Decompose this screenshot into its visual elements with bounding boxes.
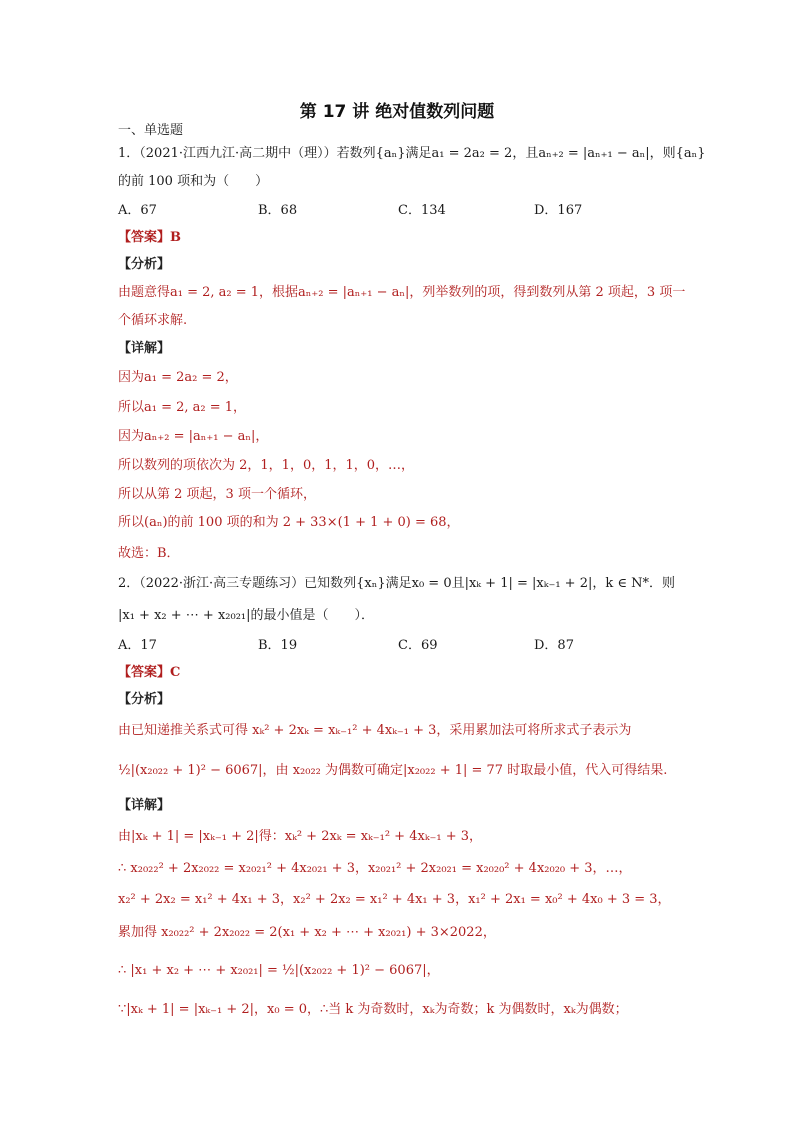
q2-detail-line-2: ∴ x₂₀₂₂² + 2x₂₀₂₂ = x₂₀₂₁² + 4x₂₀₂₁ + 3，x₂₀₂₁² + 2x₂₀₂₁ = x₂₀₂₀² + 4x₂₀₂₀ + 3，…，	[118, 861, 632, 876]
q1-analysis-tag: 【分析】	[118, 257, 171, 272]
q1-option-b: B．68	[258, 203, 298, 218]
q1-option-a: A．67	[118, 203, 157, 218]
section-heading: 一、单选题	[118, 123, 184, 138]
q2-stem-line-1: 2．（2022·浙江·高三专题练习）已知数列{xₙ}满足x₀ = 0且|xₖ + 1| = |xₖ₋₁ + 2|，k ∈ N*．则	[118, 576, 675, 591]
q1-detail-line-3: 因为aₙ₊₂ = |aₙ₊₁ − aₙ|，	[118, 429, 269, 444]
q1-analysis-line-2: 个循环求解.	[118, 313, 188, 328]
q2-detail-line-1: 由|xₖ + 1| = |xₖ₋₁ + 2|得：xₖ² + 2xₖ = xₖ₋₁² + 4xₖ₋₁ + 3，	[118, 829, 483, 844]
q1-detail-line-7: 故选：B．	[118, 546, 180, 561]
q1-stem-line-1: 1．（2021·江西九江·高二期中（理））若数列{aₙ}满足a₁ = 2a₂ = 2，且aₙ₊₂ = |aₙ₊₁ − aₙ|，则{aₙ}	[118, 146, 706, 161]
q1-analysis-line-1: 由题意得a₁ = 2, a₂ = 1，根据aₙ₊₂ = |aₙ₊₁ − aₙ|，列举数列的项，得到数列从第 2 项起，3 项一	[118, 285, 686, 300]
q2-detail-line-6: ∵|xₖ + 1| = |xₖ₋₁ + 2|，x₀ = 0，∴当 k 为奇数时，xₖ为奇数；k 为偶数时，xₖ为偶数；	[118, 1002, 628, 1017]
q2-option-b: B．19	[258, 638, 298, 653]
q1-option-c: C．134	[398, 203, 446, 218]
q1-detail-line-6: 所以(aₙ)的前 100 项的和为 2 + 33×(1 + 1 + 0) = 68，	[118, 515, 460, 530]
q1-detail-line-4: 所以数列的项依次为 2，1，1，0，1，1，0，…，	[118, 458, 415, 473]
q1-detail-line-2: 所以a₁ = 2, a₂ = 1，	[118, 400, 247, 415]
q2-detail-tag: 【详解】	[118, 798, 171, 813]
q2-answer: 【答案】C	[118, 665, 181, 680]
q2-analysis-line-2: ½|(x₂₀₂₂ + 1)² − 6067|，由 x₂₀₂₂ 为偶数可确定|x₂₀₂₂ + 1| = 77 时取最小值，代入可得结果.	[118, 763, 668, 778]
q1-option-d: D．167	[534, 203, 583, 218]
q2-option-d: D．87	[534, 638, 574, 653]
q2-analysis-tag: 【分析】	[118, 692, 171, 707]
q2-detail-line-3: x₂² + 2x₂ = x₁² + 4x₁ + 3，x₂² + 2x₂ = x₁² + 4x₁ + 3，x₁² + 2x₁ = x₀² + 4x₀ + 3 = 3，	[118, 892, 671, 907]
q2-detail-line-5: ∴ |x₁ + x₂ + ⋯ + x₂₀₂₁| = ½|(x₂₀₂₂ + 1)² − 6067|，	[118, 963, 440, 978]
q1-stem-line-2: 的前 100 项和为（ ）	[118, 174, 269, 189]
page-title: 第 17 讲 绝对值数列问题	[299, 102, 495, 122]
q1-detail-line-1: 因为a₁ = 2a₂ = 2，	[118, 370, 238, 385]
q1-answer: 【答案】B	[118, 230, 181, 245]
q2-stem-line-2: |x₁ + x₂ + ⋯ + x₂₀₂₁|的最小值是（ ）．	[118, 608, 374, 623]
q2-detail-line-4: 累加得 x₂₀₂₂² + 2x₂₀₂₂ = 2(x₁ + x₂ + ⋯ + x₂₀₂₁) + 3×2022，	[118, 925, 496, 940]
q2-option-c: C．69	[398, 638, 438, 653]
q1-detail-tag: 【详解】	[118, 341, 171, 356]
q2-option-a: A．17	[118, 638, 157, 653]
q1-detail-line-5: 所以从第 2 项起，3 项一个循环，	[118, 487, 316, 502]
q2-analysis-line-1: 由已知递推关系式可得 xₖ² + 2xₖ = xₖ₋₁² + 4xₖ₋₁ + 3，采用累加法可将所求式子表示为	[118, 723, 632, 738]
